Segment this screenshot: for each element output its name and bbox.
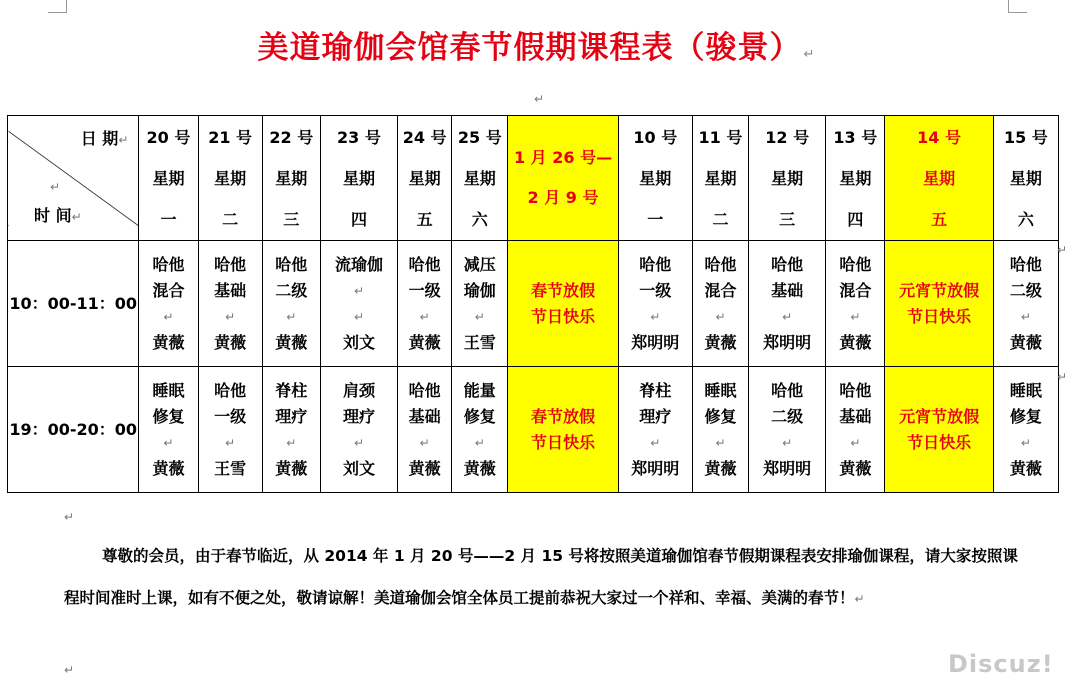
paragraph-mark: ↵	[1056, 370, 1067, 384]
class-cell: 减压 瑜伽 ↵ 王雪	[452, 241, 508, 367]
class-cell: 哈他 基础 ↵ 黄薇	[826, 367, 885, 493]
page-corner-mark-right	[1008, 0, 1027, 13]
paragraph-mark: ↵	[534, 92, 545, 106]
day-header: 22 号 星期 三	[262, 116, 320, 241]
holiday-cell: 春节放假 节日快乐	[508, 367, 618, 493]
class-cell: 哈他 混合 ↵ 黄薇	[826, 241, 885, 367]
day-header: 21 号 星期 二	[198, 116, 262, 241]
class-cell: 哈他 二级 ↵ 黄薇	[993, 241, 1058, 367]
class-cell: 能量 修复 ↵ 黄薇	[452, 367, 508, 493]
corner-time-label: 时 间↵	[34, 206, 82, 225]
class-cell: 哈他 一级 ↵ 郑明明	[618, 241, 692, 367]
paragraph-mark: ↵	[50, 180, 61, 194]
class-cell: 哈他 基础 ↵ 黄薇	[398, 367, 452, 493]
day-header: 13 号 星期 四	[826, 116, 885, 241]
schedule-table	[7, 115, 1059, 493]
morning-row	[8, 241, 1059, 367]
class-cell: 哈他 基础 ↵ 郑明明	[749, 241, 826, 367]
class-cell: 哈他 二级 ↵ 黄薇	[262, 241, 320, 367]
day-header: 12 号 星期 三	[749, 116, 826, 241]
day-header: 25 号 星期 六	[452, 116, 508, 241]
evening-row	[8, 367, 1059, 493]
class-cell: 哈他 一级 ↵ 黄薇	[398, 241, 452, 367]
time-slot-label: 10：00-11：00	[8, 241, 139, 367]
day-header: 24 号 星期 五	[398, 116, 452, 241]
paragraph-mark: ↵	[64, 510, 75, 524]
day-header: 23 号 星期 四	[320, 116, 397, 241]
day-header: 11 号 星期 二	[692, 116, 748, 241]
holiday-cell: 元宵节放假 节日快乐	[885, 241, 993, 367]
class-cell: 脊柱 理疗 ↵ 黄薇	[262, 367, 320, 493]
paragraph-mark: ↵	[64, 663, 75, 677]
document-title: 美道瑜伽会馆春节假期课程表（骏景） ↵	[257, 30, 816, 66]
holiday-cell: 春节放假 节日快乐	[508, 241, 618, 367]
class-cell: 睡眠 修复 ↵ 黄薇	[139, 367, 198, 493]
class-cell: 哈他 二级 ↵ 郑明明	[749, 367, 826, 493]
corner-header	[8, 116, 139, 241]
day-header: 20 号 星期 一	[139, 116, 198, 241]
class-cell: 哈他 基础 ↵ 黄薇	[198, 241, 262, 367]
time-slot-label: 19：00-20：00	[8, 367, 139, 493]
holiday-range-header: 1 月 26 号— 2 月 9 号	[508, 116, 618, 241]
class-cell: 哈他 混合 ↵ 黄薇	[692, 241, 748, 367]
class-cell: 哈他 一级 ↵ 王雪	[198, 367, 262, 493]
notice-paragraph: 尊敬的会员，由于春节临近，从 2014 年 1 月 20 号——2 月 15 号将按照美道瑜伽馆春节假期课程表安排瑜伽课程，请大家按照课程时间准时上课，如有不便之处，敬请谅解！美道瑜伽会馆全体员工提前恭祝大家过一个祥和、幸福、美满的春节！↵	[64, 547, 1018, 607]
class-cell: 肩颈 理疗 ↵ 刘文	[320, 367, 397, 493]
day-header: 15 号 星期 六	[993, 116, 1058, 241]
class-cell: 脊柱 理疗 ↵ 郑明明	[618, 367, 692, 493]
lantern-day-header: 14 号 星期 五	[885, 116, 993, 241]
page-corner-mark-left	[48, 0, 67, 13]
class-cell: 睡眠 修复 ↵ 黄薇	[993, 367, 1058, 493]
paragraph-mark: ↵	[1056, 243, 1067, 257]
class-cell: 流瑜伽 ↵ ↵ 刘文	[320, 241, 397, 367]
day-header: 10 号 星期 一	[618, 116, 692, 241]
header-row	[8, 116, 1059, 241]
corner-date-label: 日 期↵	[80, 129, 129, 148]
holiday-cell: 元宵节放假 节日快乐	[885, 367, 993, 493]
class-cell: 哈他 混合 ↵ 黄薇	[139, 241, 198, 367]
class-cell: 睡眠 修复 ↵ 黄薇	[692, 367, 748, 493]
discuz-watermark: Discuz!	[948, 650, 1054, 678]
